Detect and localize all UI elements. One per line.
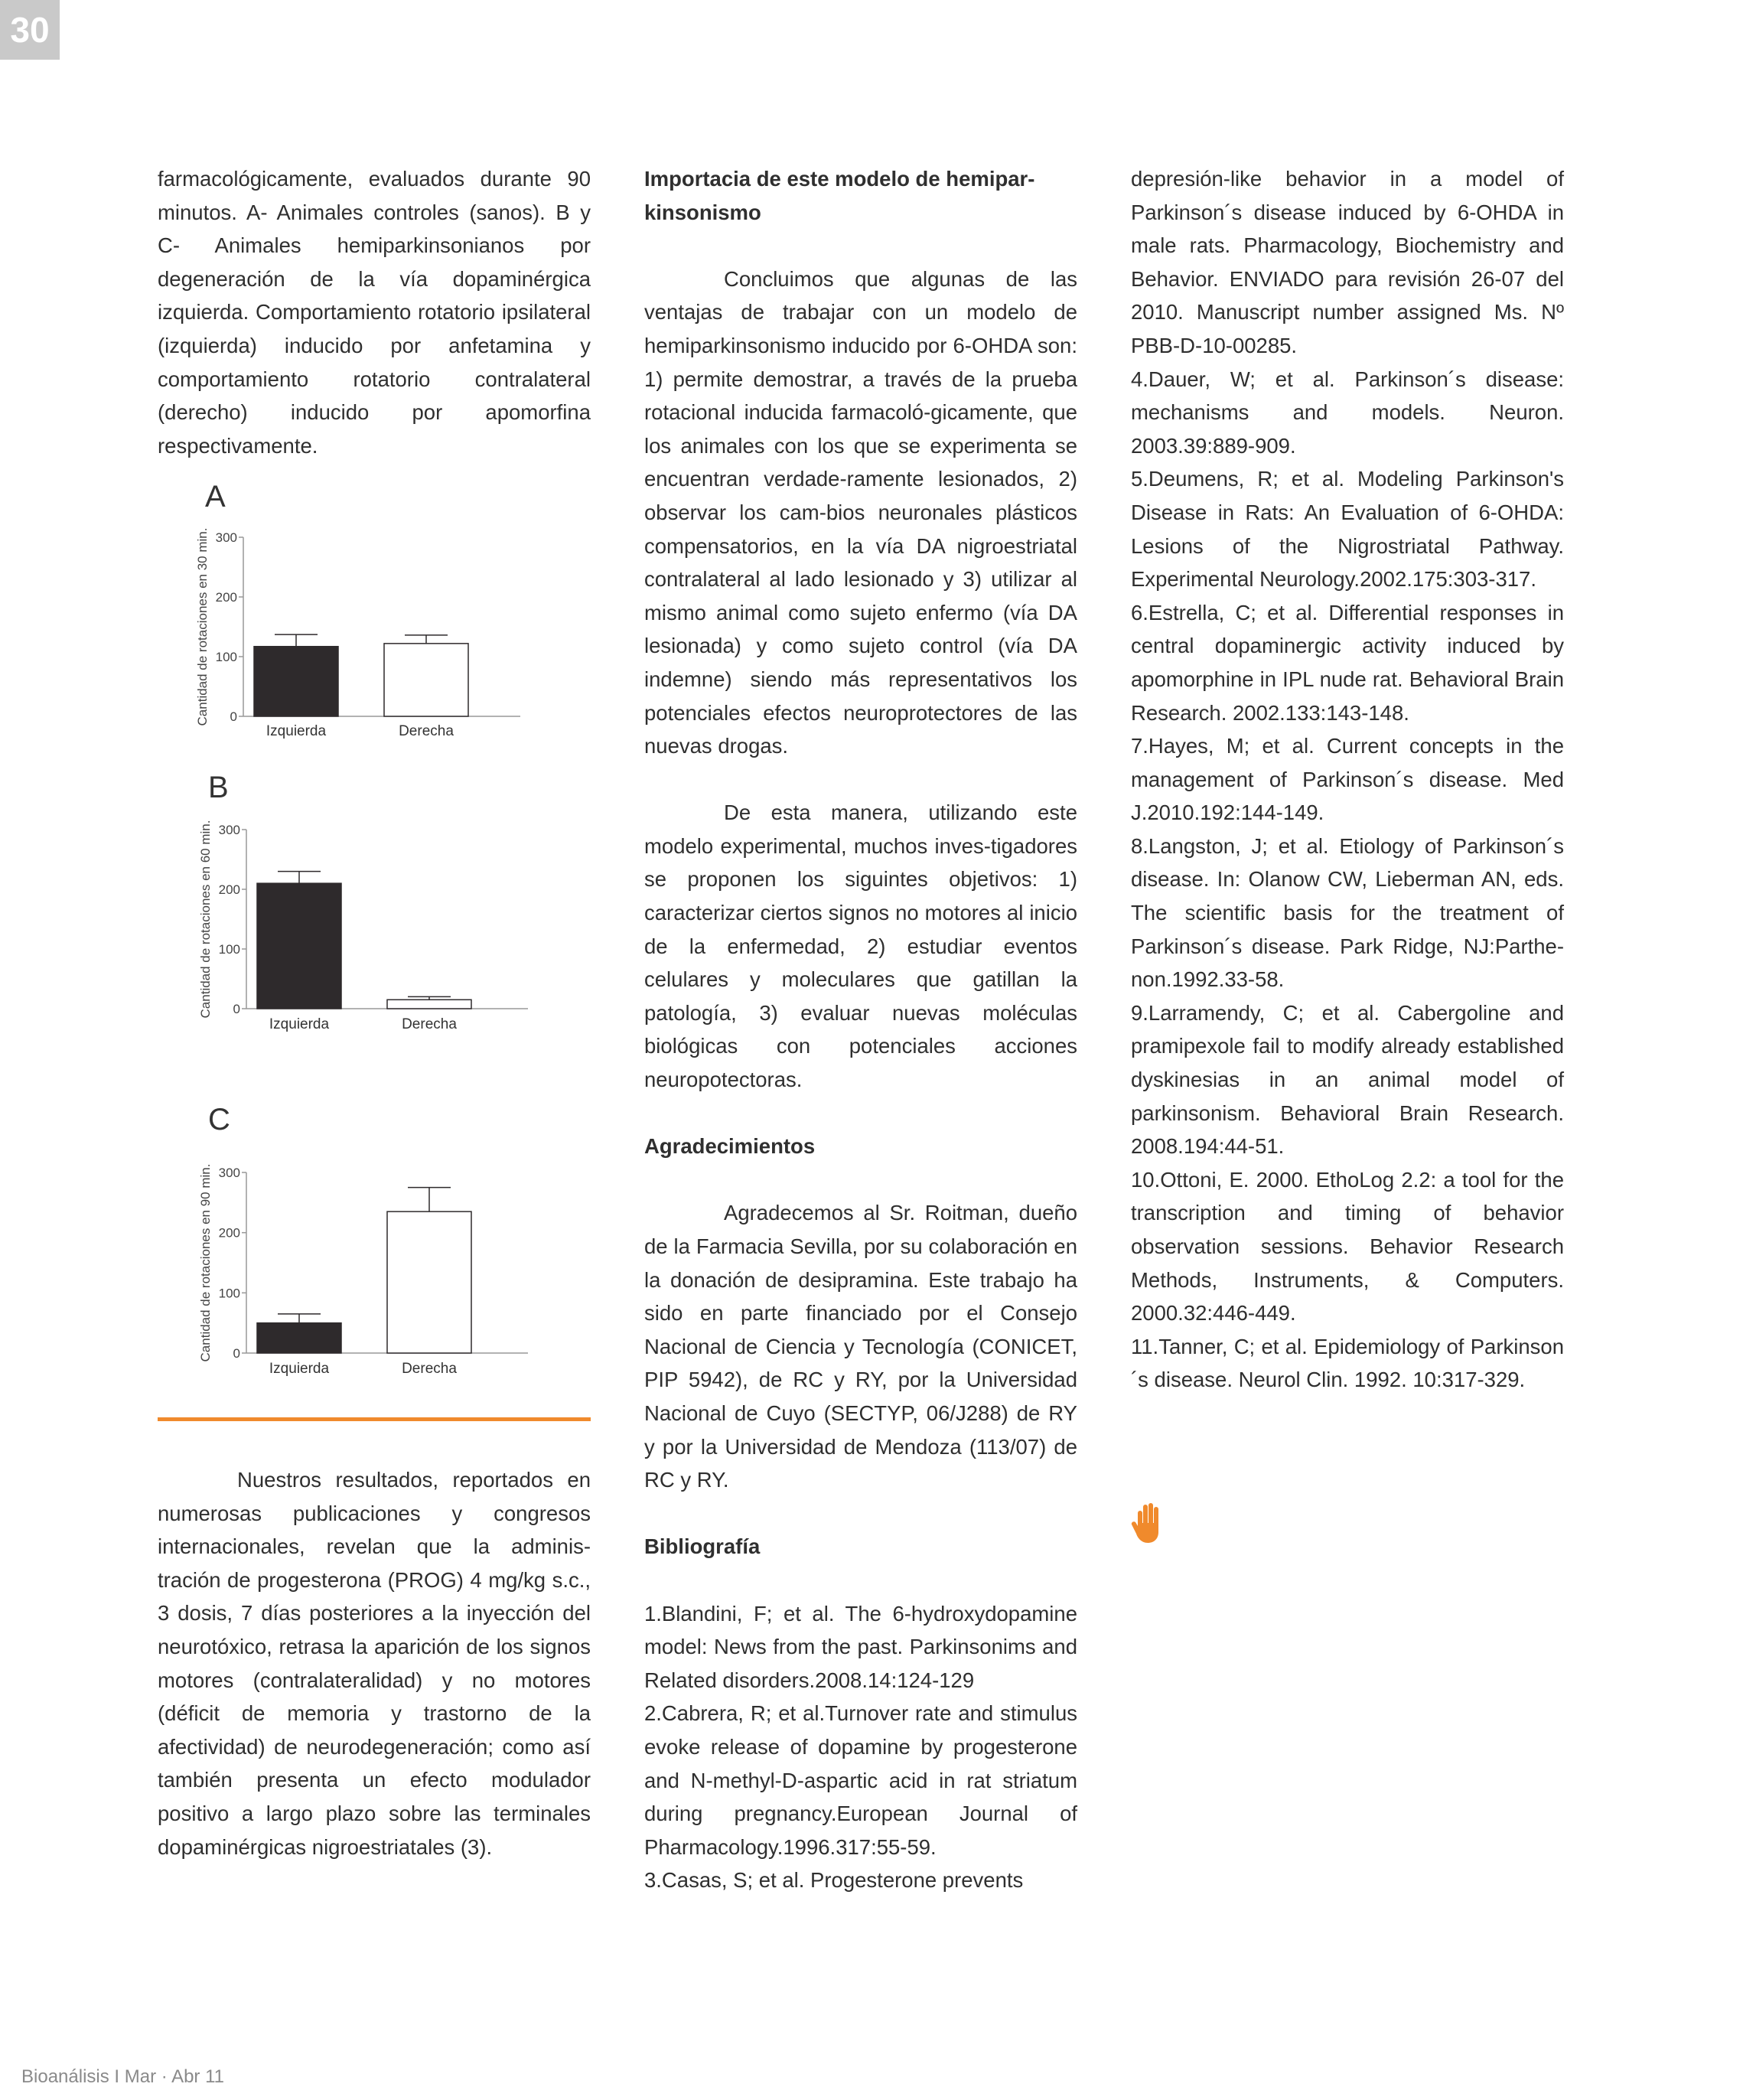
chart-panel-a: [158, 474, 591, 750]
reference-8: 8.Langston, J; et al. Etiology of Parkinson´s disease. In: Olanow CW, Lieberman AN, eds. The scientific basis for the treatment of Parkinson´s disease. Park Ridge, NJ:Parthe-non.1992.33-58.: [1131, 833, 1564, 992]
y-tick-label: 0: [233, 1346, 240, 1361]
category-label-derecha: Derecha: [402, 1361, 457, 1377]
reference-7: 7.Hayes, M; et al. Current concepts in the management of Parkinson´s disease. Med J.2010.192:144-149.: [1131, 734, 1564, 825]
paragraph-objectives: De esta manera, utilizando este modelo experimental, muchos inves-tigadores se proponen los siguintes objetivos: 1) caracterizar ciertos signos no motores al inicio de la enfermedad, 2) estudiar eventos celulares y moleculares que gatillan la patología, 3) evaluar nuevas moléculas biológicas con potenciales acciones neuropotectoras.: [644, 801, 1077, 1092]
paragraph-conclusions: Concluimos que algunas de las ventajas de trabajar con un modelo de hemiparkinsonismo inducido por 6-OHDA son: 1) permite demostrar, a través de la prueba rotacional inducida farmacoló-gicamente, que los animales con los que se experimenta se encuentran verdade-ramente lesionados, 2) observar los cam-bios neuronales plásticos compensatorios, en la vía DA nigroestriatal contralateral al lado lesionado y 3) utilizar al mismo animal como sujeto enfermo (vía DA lesionada) y como sujeto control (vía DA indemne) siendo más representativos los potenciales efectos neuroprotectores de las nuevas drogas.: [644, 266, 1077, 758]
results-paragraph: [158, 1463, 591, 1864]
orange-divider: [158, 1417, 591, 1421]
reference-3-continued: depresión-like behavior in a model of Parkinson´s disease induced by 6-OHDA in male rats. Pharmacology, Biochemistry and Behavior. ENVIADO para revisión 26-07 del 2010. Manuscript number assigned Ms. Nº PBB-D-10-00285.: [1131, 167, 1564, 357]
heading-agradecimientos: Agradecimientos: [644, 1134, 816, 1159]
y-tick-label: 300: [215, 530, 237, 545]
reference-4: 4.Dauer, W; et al. Parkinson´s disease: mechanisms and models. Neuron. 2003.39:889-909.: [1131, 367, 1564, 458]
y-axis-title: Cantidad de rotaciones en 60 min.: [198, 820, 213, 1019]
heading-importancia: Importacia de este modelo de hemipar-kinsonismo: [644, 167, 1035, 224]
category-label-derecha: Derecha: [402, 1016, 457, 1032]
column-right: [1131, 162, 1564, 1397]
category-label-derecha: Derecha: [399, 723, 454, 739]
hand-icon: [1131, 1502, 1166, 1544]
bar-izquierda: [257, 1323, 341, 1353]
results-text: Nuestros resultados, reportados en numerosas publicaciones y congresos internacionales, revelan que la adminis-tración de progesterona (PROG) 4 mg/kg s.c., 3 dosis, 7 días posteriores a la inyección del neurotóxico, retrasa la aparición de los signos motores (contralateralidad) y no motores (déficit de memoria y trastorno de la afectividad) de neurodegeneración; como así también presenta un efecto modulador positivo a largo plazo sobre las terminales dopaminérgicas nigroestriatales (3).: [158, 1468, 591, 1859]
figure-caption: farmacológicamente, evaluados durante 90 minutos. A- Animales controles (sanos). B y C- Animales hemiparkinsonianos por degeneración de la vía dopaminérgica izquierda. Comportamiento rotatorio ipsilateral (izquierda) inducido por anfetamina y comportamiento rotatorio contralateral (derecho) inducido por apomorfina respectivamente.: [158, 167, 591, 458]
reference-10: 10.Ottoni, E. 2000. EthoLog 2.2: a tool for the transcription and timing of behavior observation sessions. Behavior Research Methods, Instruments, & Computers. 2000.32:446-449.: [1131, 1167, 1564, 1326]
reference-1: 1.Blandini, F; et al. The 6-hydroxydopamine model: News from the past. Parkinsonims and Related disorders.2008.14:124-129: [644, 1601, 1077, 1692]
y-tick-label: 100: [218, 942, 240, 957]
y-axis-title: Cantidad de rotaciones en 30 min.: [195, 527, 210, 726]
y-tick-label: 200: [215, 590, 237, 605]
column-middle: [644, 162, 1077, 1897]
column-left: [158, 162, 591, 462]
panel-label-c: C: [208, 1103, 230, 1136]
reference-9: 9.Larramendy, C; et al. Cabergoline and pramipexole fail to modify already established dyskinesias in an animal model of parkinsonism. Behavioral Brain Research. 2008.194:44-51.: [1131, 1000, 1564, 1159]
category-label-izquierda: Izquierda: [269, 1016, 330, 1032]
bar-izquierda: [257, 883, 341, 1009]
bar-izquierda: [254, 647, 338, 716]
panel-label-b: B: [208, 771, 229, 804]
chart-panel-c: [158, 1096, 591, 1410]
y-tick-label: 200: [218, 882, 240, 897]
reference-11: 11.Tanner, C; et al. Epidemiology of Parkinson´s disease. Neurol Clin. 1992. 10:317-329.: [1131, 1334, 1564, 1392]
page-number: 30: [0, 0, 60, 60]
chart-panel-b: [158, 764, 591, 1070]
y-axis-title: Cantidad de rotaciones en 90 min.: [198, 1163, 213, 1362]
paragraph-acknowledgements: Agradecemos al Sr. Roitman, dueño de la Farmacia Sevilla, por su colaboración en la donación de desipramina. Este trabajo ha sido en parte financiado por el Consejo Nacional de Ciencia y Tecnología (CONICET, PIP 5942), de RC y RY, por la Universidad Nacional de Cuyo (SECTYP, 06/J288) de RY y por la Universidad de Mendoza (113/07) de RC y RY.: [644, 1201, 1077, 1492]
category-label-izquierda: Izquierda: [266, 723, 327, 739]
reference-5: 5.Deumens, R; et al. Modeling Parkinson's Disease in Rats: An Evaluation of 6-OHDA: Lesions of the Nigrostriatal Pathway. Experimental Neurology.2002.175:303-317.: [1131, 467, 1564, 592]
y-tick-label: 100: [215, 650, 237, 664]
y-tick-label: 300: [218, 823, 240, 837]
reference-3: 3.Casas, S; et al. Progesterone prevents: [644, 1868, 1024, 1893]
category-label-izquierda: Izquierda: [269, 1361, 330, 1377]
y-tick-label: 0: [233, 1002, 240, 1016]
reference-6: 6.Estrella, C; et al. Differential responses in central dopaminergic activity induced by apomorphine in IPL nude rat. Behavioral Brain Research. 2002.133:143-148.: [1131, 600, 1564, 725]
reference-2: 2.Cabrera, R; et al.Turnover rate and stimulus evoke release of dopamine by progesterone and N-methyl-D-aspartic acid in rat striatum during pregnancy.European Journal of Pharmacology.1996.317:55-59.: [644, 1701, 1077, 1859]
bar-derecha: [384, 644, 468, 716]
panel-label-a: A: [205, 480, 226, 514]
footer: Bioanálisis I Mar · Abr 11: [21, 2066, 224, 2087]
bar-derecha: [387, 1211, 471, 1353]
y-tick-label: 0: [230, 709, 237, 724]
y-tick-label: 300: [218, 1166, 240, 1180]
y-tick-label: 100: [218, 1286, 240, 1301]
heading-bibliografia: Bibliografía: [644, 1534, 761, 1559]
y-tick-label: 200: [218, 1225, 240, 1241]
figure-charts: [158, 474, 591, 1408]
bar-derecha: [387, 999, 471, 1009]
